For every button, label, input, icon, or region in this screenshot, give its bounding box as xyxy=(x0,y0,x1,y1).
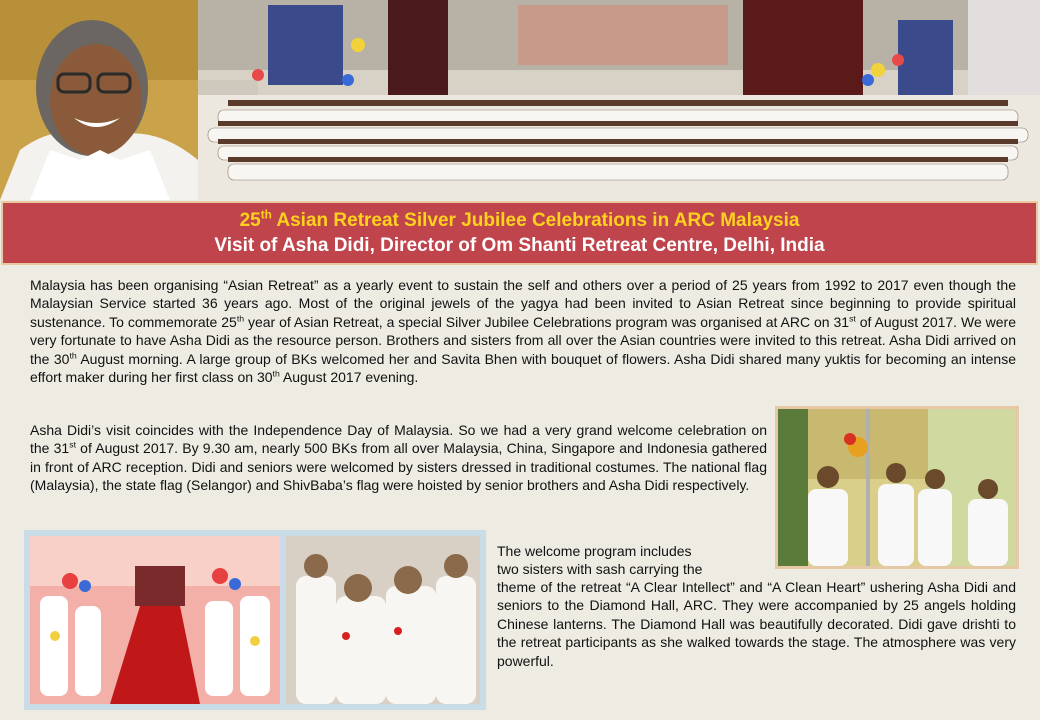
welcome-intro-line1: The welcome program includes xyxy=(497,543,692,559)
title-line2: Visit of Asha Didi, Director of Om Shanti Retreat Centre, Delhi, India xyxy=(214,235,825,256)
procession-photo-right xyxy=(286,536,480,704)
procession-photo-left xyxy=(30,536,280,704)
paragraph-welcome-intro xyxy=(497,542,747,579)
portrait-photo xyxy=(0,0,198,200)
group-photo-hall xyxy=(198,0,1040,200)
paragraph-asian-retreat: Malaysia has been organising “Asian Retreat” as a yearly event to sustain the self and others over a period of 25 years from 1992 to 2017 even though the Malaysian Service started 36 years ago. Most of the original jewels of the yagya had been invited to Asian Retreat since beginning to provide spiritual sustenance. To commemorate 25th year of Asian Retreat, a special Silver Jubilee Celebrations program was organised at ARC on 31st of August 2017. We were very fortunate to have Asha Didi as the resource person. Brothers and sisters from all over the Asian countries were invited to this retreat. Asha Didi arrived on the 30th August morning. A large group of BKs welcomed her and Savita Bhen with bouquet of flowers. Asha Didi shared many yuktis for becoming an intense effort maker during her first class on 30th August 2017 evening. xyxy=(30,277,1016,386)
title-line1: 25th Asian Retreat Silver Jubilee Celebrations in ARC Malaysia xyxy=(239,208,800,231)
welcome-intro-line2: two sisters with sash carrying the xyxy=(497,561,703,578)
procession-photos xyxy=(24,530,486,710)
paragraph-independence-day: Asha Didi’s visit coincides with the Independence Day of Malaysia. So we had a very grand welcome celebration on the 31st of August 2017. By 9.30 am, nearly 500 BKs from all over Malaysia, China, Singapore and Indonesia gathered in front of ARC reception. Didi and seniors were welcomed by sisters dressed in traditional costumes. The national flag (Malaysia), the state flag (Selangor) and ShivBaba’s flag were hoisted by senior brothers and Asha Didi respectively. xyxy=(30,422,767,494)
title-banner xyxy=(1,201,1038,265)
paragraph-welcome-program: theme of the retreat “A Clear Intellect” and “A Clean Heart” ushering Asha Didi and seniors to the Diamond Hall, ARC. They were accompanied by 25 angels holding Chinese lanterns. The Diamond Hall was beautifully decorated. Didi gave drishti to the retreat participants as she walked towards the stage. The atmosphere was very powerful. xyxy=(497,579,1016,669)
flag-hoisting-photo xyxy=(775,406,1019,569)
